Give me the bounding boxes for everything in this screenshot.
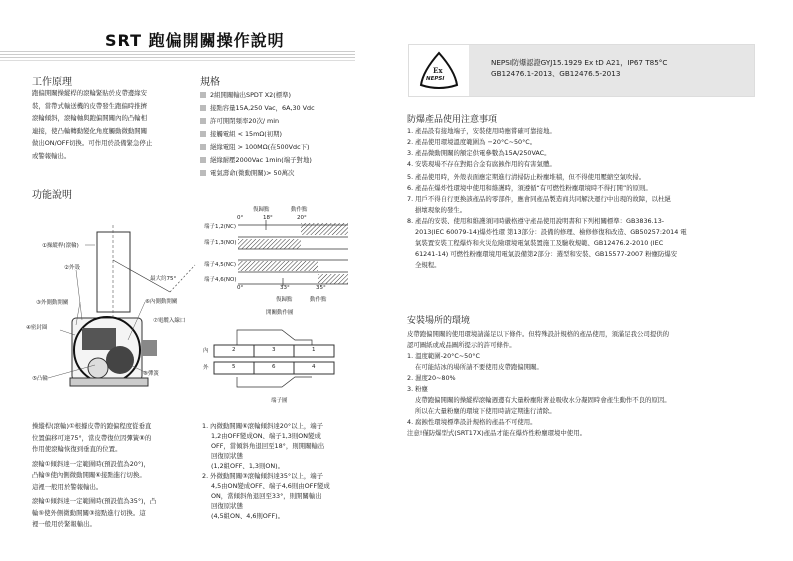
operate-point-label: 動作點	[310, 297, 327, 303]
function-desc: 操縱桿(滾輪)①根據皮帶的跑偏程度從垂直 位置偏移可達75°，當皮帶復位因彈簧⑧的 作用使滾輪恢復到垂直的位置。 滾輪①傾斜達一定範圍時(預設值為20°)， 凸輪⑤使內側微動開關⑥接點進行切換。 這裡一般用於警報輸出。 滾輪①傾斜達一定範圍時(預設值為35°)，凸 輪⑤使外側微動開關③接點進行切換。這 裡一般用於緊報輸出。	[32, 422, 157, 528]
nepsi-logo: Ex NEPSI	[409, 45, 469, 96]
caution-heading: 防爆產品使用注意事項	[407, 115, 498, 125]
spec-item: 接點容量15A,250 Vac，6A,30 Vdc	[200, 102, 315, 115]
terminal-number: 1	[312, 347, 316, 353]
terminal-caption: 端子圖	[271, 398, 288, 404]
principle-heading: 工作原理	[32, 77, 72, 88]
part-label: ⑤凸輪	[32, 376, 48, 382]
text-line: 連接，使凸輪轉動變化角度觸動微動開關	[32, 126, 148, 135]
spec-list	[200, 89, 315, 180]
terminal-number: 4	[312, 364, 316, 370]
spec-item: 許可開閉頻率20次/ min	[200, 115, 315, 128]
angle-label: 33°	[280, 285, 290, 291]
reset-point-label: 復歸點	[253, 207, 270, 213]
text-line: 滾輪傾斜，滾輪軸與跑偏開關內的凸輪相	[32, 114, 148, 122]
divider	[0, 54, 355, 55]
terminal-number: 5	[232, 364, 236, 370]
certification-text: NEPSI防爆認證GYJ15.1929 Ex tD A21，IP67 T85°C GB12476.1-2013、GB12476.5-2013	[491, 58, 668, 78]
text-line: 做出ON/OFF切換。可作用於設備緊急停止	[32, 139, 153, 147]
switch-notes: 1. 內微動開關⑥滾輪傾斜達20°以上，端子 1,2由OFF變成ON、端子1,3則ON變成 OFF，當傾斜角退回至18°，則開關輸出 回復原狀態 (1,2組OFF、1,3則ON)。 2. 外微動開關③滾輪傾斜達35°以上，端子 4,5由ON變成OFF、端子4,6則由OFF變成 ON，當傾斜角退回至33°，則開關輸出 回復原狀態 (4,5組ON、4,6則OFF)。	[202, 422, 330, 520]
text-line: 跑偏開關操縱桿的滾輪緊貼於皮帶邊緣安	[32, 89, 148, 97]
part-label: ⑦電纜入線口	[153, 318, 186, 324]
timing-caption: 開關動作圖	[266, 310, 294, 316]
inner-label: 內	[203, 348, 209, 354]
part-label: ⑥內側動開關	[145, 299, 178, 305]
part-label: ⑧彈簧	[143, 371, 159, 377]
text-line: 或警報輸出。	[32, 151, 71, 160]
terminal-number: 6	[272, 364, 276, 370]
environment-heading: 安裝場所的環境	[407, 316, 471, 326]
operate-point-label: 動作點	[291, 207, 308, 213]
angle-label: 35°	[316, 285, 326, 291]
terminal-number: 3	[272, 347, 276, 353]
environment-list: 皮帶跑偏開關的使用環境請滿足以下條件。但特殊設計規格的產品使用，須滿足我公司提供的 認可圖紙或成品圖所提示的許可條件。 1. 溫度範圍-20°C~50°C 在可能結冰的場所請不要使用皮帶跑偏開關。 2. 濕度20~80% 3. 粉塵 皮帶跑偏開關的操縱桿滾輪週邊有大量粉塵附著並吸收水分凝固時會產生動作不良的原因。 所以在大量粉塵的環境下使用時請定期進行清除。 4. 腐蝕性環境標準設計規格的產品不可使用。 注意!僅防爆型式(SRT17X)產品才能在爆炸性粉塵環境中使用。	[407, 330, 671, 437]
caution-list: 1. 產品設有接地端子，安裝使用時應嘗確可靠接地。 2. 產品使用環境溫度範圍為 −20°C~50°C。 3. 產品微動開關的額定供電參數為15A/250VAC。 4. 安裝現場不存在對鋁合金有腐蝕作用的有害氣體。 5. 產品使用時，外殼表面應定期進行清掃防止粉塵堆積，但不得使用壓縮空氣吹掃。 6. 產品在爆炸性環境中使用和維護時，須遵循“有可燃性粉塵環境時不得打開”的原則。 7. 用戶不得自行更換該產品的零部件，應會同產品製造商共同解決運行中出現的故障，以杜絕 損壞現象的發生。 8. 產品的安裝、使用和維護須同時嚴格遵守產品使用說明書和下列相關標準：GB3836.13- 2013(IEC 60079-14)爆炸性環 第13部分：設備的修理、檢修修復和改造、GB50257:2014 電 氣裝置安裝工程爆炸和火災危險環境電氣裝置施工及驗收規範、GB12476.2-2010 (IEC 61241-14) 可燃性粉塵環境用電氣設備第2部分：選型和安裝、GB15577-2007 粉塵防爆安 全規程。	[407, 127, 687, 269]
max-angle-label: 最大約75°	[150, 276, 177, 282]
terminal-row-label: 端子4,5(NC)	[204, 262, 236, 268]
terminal-row-label: 端子4,6(NO)	[204, 277, 237, 283]
angle-label: 0°	[237, 285, 244, 291]
divider	[0, 51, 355, 52]
spec-heading: 規格	[200, 77, 220, 88]
divider	[0, 57, 355, 58]
principle-text	[32, 87, 192, 162]
spec-item: 2組開關輸出SPDT X2(標準)	[200, 89, 315, 102]
part-label: ①操縱桿(滾輪)	[42, 243, 79, 249]
angle-label: 20°	[297, 215, 307, 221]
terminal-row-label: 端子1,2(NC)	[204, 224, 236, 230]
spec-item: 電氣壽命(微動開關)> 50萬次	[200, 167, 315, 180]
certification-box	[408, 44, 755, 97]
terminal-number: 2	[232, 347, 236, 353]
reset-point-label: 復歸點	[276, 297, 293, 303]
spec-item: 絕緣耐壓2000Vac 1min(端子對地)	[200, 154, 315, 167]
outer-label: 外	[203, 365, 209, 371]
part-label: ②外殼	[64, 265, 80, 271]
text-line: 裝，當帶式輸送機的皮帶發生跑偏時推擠	[32, 101, 148, 110]
part-label: ③外側動開關	[36, 300, 69, 306]
angle-label: 18°	[263, 215, 273, 221]
spec-item: 絕緣電阻 > 100MΩ(在500Vdc下)	[200, 141, 315, 154]
spec-item: 接觸電組 < 15mΩ(初期)	[200, 128, 315, 141]
angle-label: 0°	[237, 215, 244, 221]
divider	[0, 60, 355, 61]
part-label: ④密封圈	[26, 325, 48, 331]
terminal-row-label: 端子1,3(NO)	[204, 240, 237, 246]
function-heading: 功能說明	[32, 190, 72, 201]
page-title: SRT 跑偏開關操作說明	[105, 31, 285, 50]
